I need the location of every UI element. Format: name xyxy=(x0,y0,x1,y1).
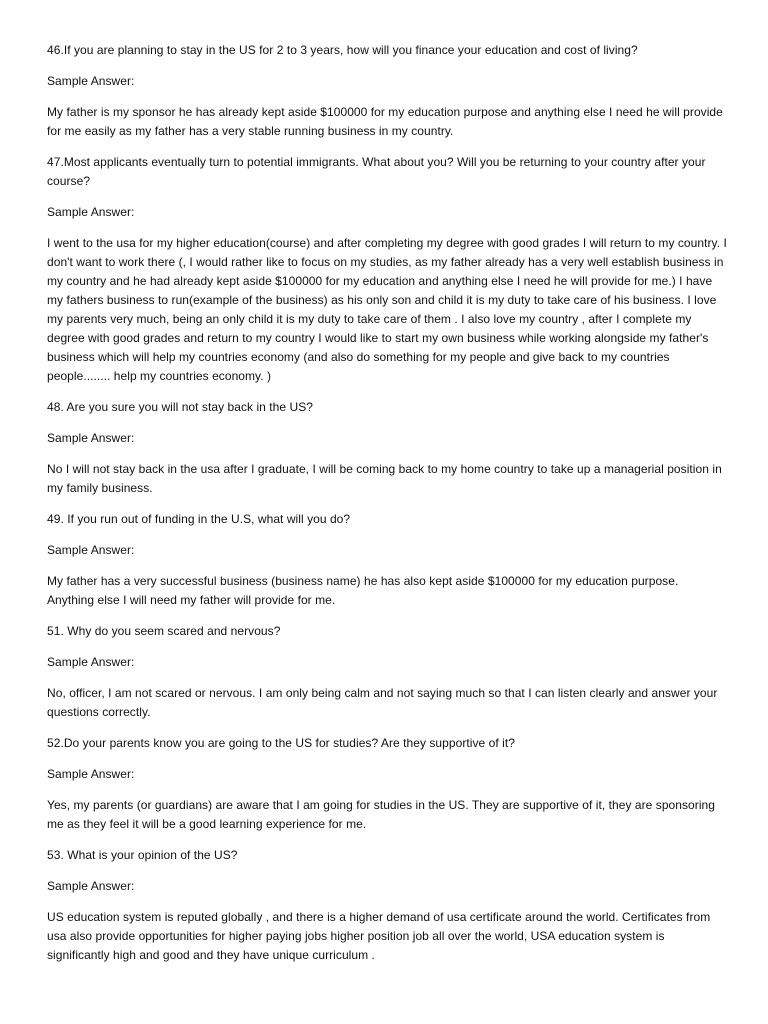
question-text: 49. If you run out of funding in the U.S, what will you do? xyxy=(47,512,351,526)
qa-block-52 xyxy=(47,734,728,834)
sample-answer-label: Sample Answer: xyxy=(47,74,135,88)
question-text: 48. Are you sure you will not stay back in the US? xyxy=(47,400,313,414)
answer-text: My father is my sponsor he has already kept aside $100000 for my education purpose and anything else I need he will provide for me easily as my father has a very stable running business in my country. xyxy=(47,105,723,138)
answer-text: My father has a very successful business (business name) he has also kept aside $100000 for my education purpose. Anything else I will need my father will provide for me. xyxy=(47,574,679,607)
sample-answer-label: Sample Answer: xyxy=(47,205,135,219)
qa-block-47 xyxy=(47,153,728,386)
question-text: 46.If you are planning to stay in the US for 2 to 3 years, how will you finance your education and cost of living? xyxy=(47,43,638,57)
answer-text: I went to the usa for my higher education(course) and after completing my degree with good grades I will return to my country. I don't want to work there (, I would rather like to focus on my studies, as my father already has a very well establish business in my country and he had already kept aside $100000 for my education and anything else I need he will provide for me.) I have my fathers business to run(example of the business) as his only son and child it is my duty to take care of his business. I love my parents very much, being an only child it is my duty to take care of them . I also love my country , after I complete my degree with good grades and return to my country I would like to start my own business while working alongside my father's business which will help my countries economy (and also do something for my people and give back to my countries people........ help my countries economy. ) xyxy=(47,236,727,383)
sample-answer-label: Sample Answer: xyxy=(47,431,135,445)
qa-block-46 xyxy=(47,41,728,141)
question-text: 53. What is your opinion of the US? xyxy=(47,848,238,862)
question-text: 51. Why do you seem scared and nervous? xyxy=(47,624,281,638)
qa-block-51 xyxy=(47,622,728,722)
answer-text: No I will not stay back in the usa after I graduate, I will be coming back to my home country to take up a managerial position in my family business. xyxy=(47,462,722,495)
sample-answer-label: Sample Answer: xyxy=(47,879,135,893)
answer-text: Yes, my parents (or guardians) are aware that I am going for studies in the US. They are supportive of it, they are sponsoring me as they feel it will be a good learning experience for me. xyxy=(47,798,715,831)
sample-answer-label: Sample Answer: xyxy=(47,655,135,669)
qa-block-53 xyxy=(47,846,728,965)
answer-text: US education system is reputed globally , and there is a higher demand of usa certificate around the world. Certificates from usa also provide opportunities for higher paying jobs higher position job all over the world, USA education system is significantly high and good and they have unique curriculum . xyxy=(47,910,711,962)
qa-block-49 xyxy=(47,510,728,610)
qa-block-48 xyxy=(47,398,728,498)
question-text: 47.Most applicants eventually turn to potential immigrants. What about you? Will you be returning to your country after your course? xyxy=(47,155,706,188)
answer-text: No, officer, I am not scared or nervous. I am only being calm and not saying much so that I can listen clearly and answer your questions correctly. xyxy=(47,686,718,719)
sample-answer-label: Sample Answer: xyxy=(47,767,135,781)
question-text: 52.Do your parents know you are going to the US for studies? Are they supportive of it? xyxy=(47,736,515,750)
sample-answer-label: Sample Answer: xyxy=(47,543,135,557)
